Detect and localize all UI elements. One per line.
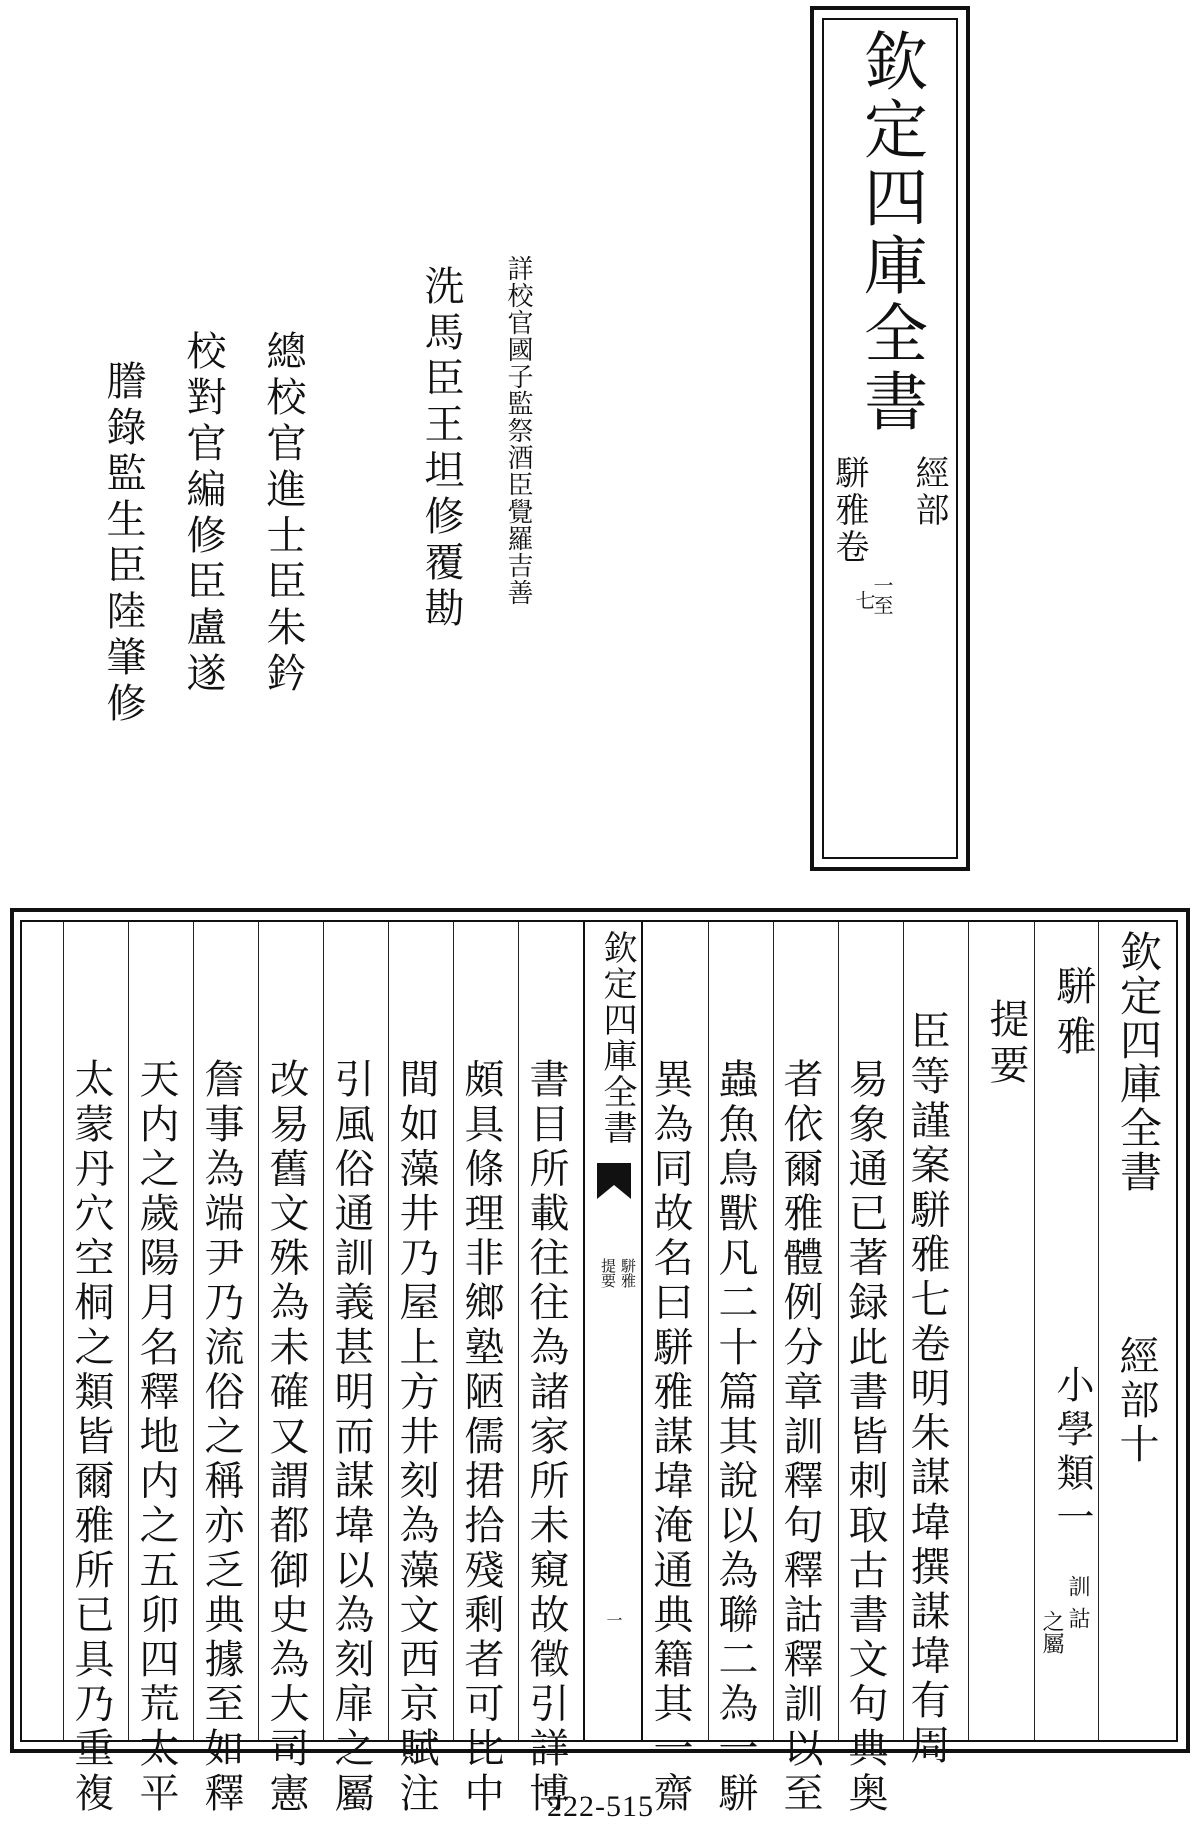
category-tag: 訓詁 [1065, 1575, 1090, 1639]
section-heading: 提要 [983, 998, 1029, 1090]
column-rule [323, 922, 324, 1740]
text-column: 者依爾雅體例分章訓釋句釋詁釋訓以至 [777, 1058, 823, 1817]
plaque-range-top: 一至 [870, 575, 894, 615]
text-column: 易象通已著録此書皆刺取古書文句典奥 [842, 1058, 888, 1817]
credit-line: 詳校官國子監祭酒臣覺羅吉善 [503, 255, 533, 606]
text-column: 天内之歲陽月名釋地内之五卯四荒太平 [133, 1058, 179, 1817]
column-rule [968, 922, 969, 1740]
credit-line: 謄錄監生臣陸肇修 [100, 360, 146, 728]
text-column: 間如藻井乃屋上方井刻為藻文西京賦注 [393, 1058, 439, 1817]
text-column: 詹事為端尹乃流俗之稱亦乏典據至如釋 [198, 1058, 244, 1817]
column-rule [518, 922, 519, 1740]
book-name: 駢雅 [1050, 965, 1096, 1065]
text-column: 異為同故名曰駢雅謀㙔淹通典籍其一齋 [647, 1058, 693, 1817]
plaque-section: 經部 [909, 455, 949, 529]
page-header-section: 經部十 [1113, 1335, 1159, 1467]
page-number: 222-515 [547, 1790, 654, 1823]
column-rule [453, 922, 454, 1740]
column-rule [258, 922, 259, 1740]
text-column: 臣等謹案駢雅七卷明朱謀㙔撰謀㙔有周 [904, 1010, 950, 1769]
page-header-title: 欽定四庫全書 [1114, 930, 1163, 1194]
category-tag: 之屬 [1039, 1610, 1064, 1654]
plaque-range-bottom: 七 [852, 590, 876, 610]
fishtail-mark-icon [597, 1163, 631, 1185]
fold-page-number: 一 [604, 1612, 623, 1628]
text-column: 引風俗通訓義甚明而謀㙔以為刻扉之屬 [328, 1058, 374, 1817]
column-rule [128, 922, 129, 1740]
fold-title: 欽定四庫全書 [597, 930, 637, 1146]
column-rule [838, 922, 839, 1740]
plaque-title: 欽定四庫全書 [853, 28, 927, 436]
text-column: 頗具條理非鄉塾陋儒捃拾殘剩者可比中 [458, 1058, 504, 1817]
text-column: 太蒙丹穴空桐之類皆爾雅所已具乃重複 [68, 1058, 114, 1817]
text-column: 蟲魚鳥獸凡二十篇其說以為聯二為一駢 [712, 1058, 758, 1817]
column-rule [388, 922, 389, 1740]
credit-line: 總校官進士臣朱鈐 [260, 330, 306, 698]
column-rule [63, 922, 64, 1740]
plaque-volume: 駢雅卷 [829, 455, 869, 566]
column-rule [193, 922, 194, 1740]
fold-book-name: 駢雅 [619, 1258, 637, 1288]
text-column: 改易舊文殊為未確又謂都御史為大司憲 [263, 1058, 309, 1817]
column-rule [773, 922, 774, 1740]
text-column: 書目所載往往為諸家所未窺故徵引詳博 [523, 1058, 569, 1817]
column-rule [708, 922, 709, 1740]
credit-line: 洗馬臣王坦修覆勘 [418, 265, 464, 633]
category-label: 小學類一 [1050, 1365, 1094, 1541]
credit-line: 校對官編修臣盧遂 [180, 330, 226, 698]
fold-section-name: 提要 [599, 1258, 617, 1288]
